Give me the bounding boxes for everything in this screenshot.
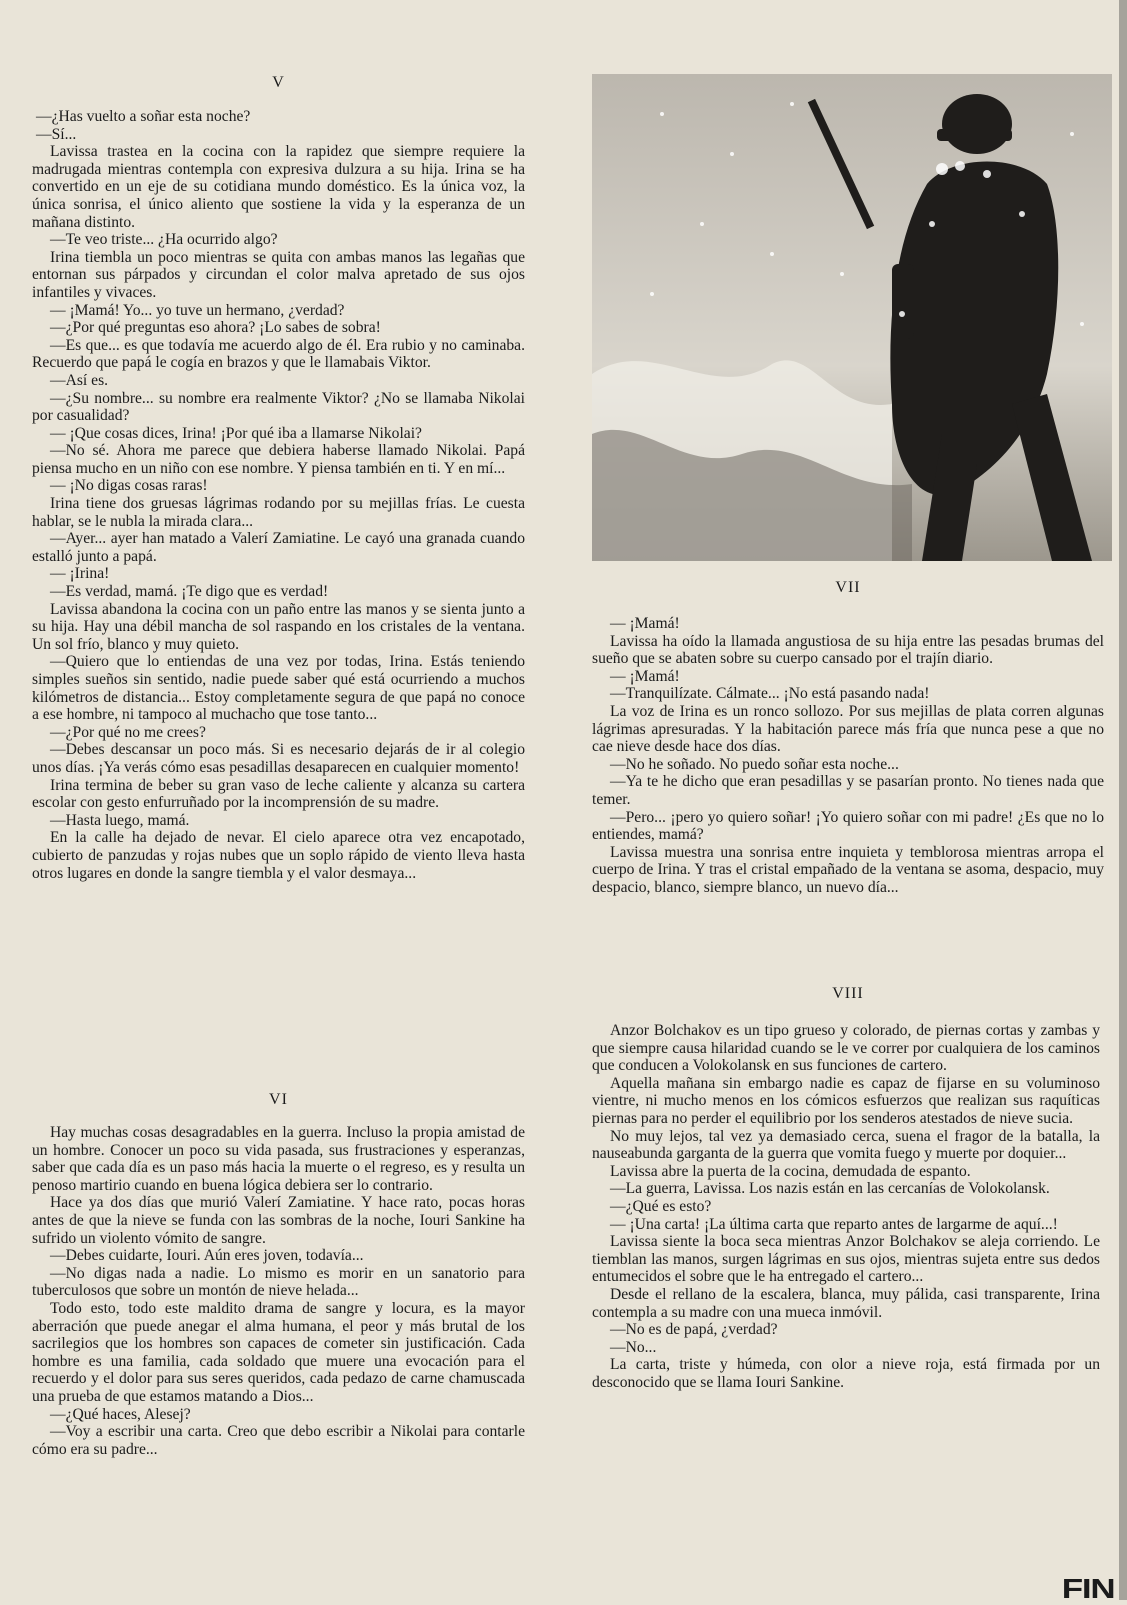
paragraph: —No digas nada a nadie. Lo mismo es morir en un sanatorio para tuberculosos que sobre un montón de nieve helada...: [32, 1264, 525, 1300]
paragraph: —Debes descansar un poco más. Si es necesario dejarás de ir al colegio unos días. ¡Ya verás cómo esas pesadillas desaparecen en cualquier momento!: [32, 741, 525, 776]
section-vii-body: [592, 615, 1104, 897]
section-v-body: [32, 108, 525, 882]
paragraph: — ¡Que cosas dices, Irina! ¡Por qué iba a llamarse Nikolai?: [50, 424, 422, 442]
paragraph: Hay muchas cosas desagradables en la guerra. Incluso la propia amistad de un hombre. Conocer un poco su vida pasada, sus frustraciones y esperanzas, saber que cada día es un paso más hacia la muerte o el regreso, es y resulta un penoso martirio cuando en buena lógica debiera ser lo contrario.: [32, 1124, 525, 1194]
paragraph: —Quiero que lo entiendas de una vez por todas, Irina. Estás teniendo simples sueños sin sentido, nadie puede saber qué está ocurriendo a muchos kilómetros de distancia... Estoy completamente segura de que papá no conoce a ese hombre, ni tampoco al muchacho que tose tanto...: [32, 653, 525, 724]
paragraph: — ¡Mamá!: [610, 615, 680, 632]
paragraph: —¿Por qué no me crees?: [50, 723, 206, 741]
section-heading-viii: VIII: [832, 985, 864, 1002]
section-vi-column: [32, 1124, 525, 1458]
paragraph: — ¡Irina!: [50, 565, 110, 583]
paragraph: —No sé. Ahora me parece que debiera haberse llamado Nikolai. Papá piensa mucho en un niño con ese nombre. Y piensa también en ti. Y en mí...: [32, 442, 525, 477]
paragraph: Irina tiene dos gruesas lágrimas rodando por su mejillas frías. Le cuesta hablar, se le nubla la mirada clara...: [32, 495, 525, 530]
paragraph: — ¡No digas cosas raras!: [50, 477, 208, 495]
paragraph: —¿Por qué preguntas eso ahora? ¡Lo sabes de sobra!: [50, 319, 381, 337]
page-edge: [1119, 0, 1127, 1600]
paragraph: —Voy a escribir una carta. Creo que debo escribir a Nikolai para contarle cómo era su padre...: [32, 1423, 525, 1458]
section-heading-v: V: [272, 74, 285, 91]
paragraph: —Hasta luego, mamá.: [50, 811, 190, 829]
paragraph: —Es verdad, mamá. ¡Te digo que es verdad!: [50, 583, 329, 601]
soldier-illustration: [592, 74, 1112, 561]
paragraph: —No es de papá, ¿verdad?: [610, 1321, 778, 1339]
section-viii-column: [592, 1022, 1100, 1391]
paragraph: Lavissa ha oído la llamada angustiosa de su hija entre las pesadas brumas del sueño que se abaten sobre su cuerpo cansado por el trajín diario.: [592, 632, 1104, 668]
paragraph: —Debes cuidarte, Iouri. Aún eres joven, todavía...: [50, 1247, 364, 1265]
paragraph: Lavissa trastea en la cocina con la rapidez que siempre requiere la madrugada mientras contempla con expresiva dulzura a su hija. Irina se ha convertido en un eje de su cotidiana mundo doméstico. Es la única voz, la única sonrisa, el único aliento que sostiene la vida y la esperanza de un mañana distinto.: [32, 143, 525, 231]
paragraph: —Pero... ¡pero yo quiero soñar! ¡Yo quiero soñar con mi padre! ¿Es que no lo entiendes, mamá?: [592, 808, 1104, 844]
section-viii-body: [592, 1022, 1100, 1391]
paragraph: Lavissa abre la puerta de la cocina, demudada de espanto.: [610, 1162, 971, 1180]
paragraph: En la calle ha dejado de nevar. El cielo aparece otra vez encapotado, cubierto de panzudas y rojas nubes que un soplo rápido de viento lleva hasta otros lugares en donde la sangre tiembla y el valor desmaya...: [32, 829, 525, 882]
paragraph: La carta, triste y húmeda, con olor a nieve roja, está firmada por un desconocido que se llama Iouri Sankine.: [592, 1356, 1100, 1391]
paragraph: Lavissa abandona la cocina con un paño entre las manos y se sienta junto a su hija. Hay una débil mancha de sol raspando en los cristales de la ventana. Un sol frío, blanco y muy quieto.: [32, 600, 525, 653]
paragraph: Irina termina de beber su gran vaso de leche caliente y alcanza su cartera escolar con gesto enfurruñado por la incomprensión de su madre.: [32, 776, 525, 812]
right-column: [592, 615, 1104, 897]
paragraph: Todo esto, todo este maldito drama de sangre y locura, es la mayor aberración que puede anegar el alma humana, el peor y más brutal de los sacrilegios que los hombres son capaces de cometer sin justificación. Cada hombre es una familia, cada soldado que muere una evocación para el recuerdo y el dolor para sus seres queridos, cada pedazo de carne chamuscada una prueba de que estamos matando a Dios...: [32, 1299, 525, 1405]
paragraph: —Tranquilízate. Cálmate... ¡No está pasando nada!: [610, 685, 930, 703]
paragraph: —Ya te he dicho que eran pesadillas y se pasarían pronto. No tienes nada que temer.: [592, 773, 1104, 808]
paragraph: Anzor Bolchakov es un tipo grueso y colorado, de piernas cortas y zambas y que siempre causa hilaridad cuando se le ve correr por cualquiera de los caminos que conducen a Volokolansk en sus funciones de cartero.: [592, 1022, 1100, 1075]
end-mark: FIN: [1061, 1573, 1115, 1604]
paragraph: —Sí...: [36, 125, 77, 143]
paragraph: —No...: [610, 1338, 657, 1356]
paragraph: —Así es.: [50, 371, 109, 389]
paragraph: No muy lejos, tal vez ya demasiado cerca, suena el fragor de la batalla, la nauseabunda garganta de la guerra que vomita fuego y muerte por doquier...: [592, 1127, 1100, 1163]
paragraph: —¿Qué haces, Alesej?: [50, 1405, 191, 1423]
paragraph: — ¡Una carta! ¡La última carta que reparto antes de largarme de aquí...!: [610, 1215, 1058, 1233]
paragraph: La voz de Irina es un ronco sollozo. Por sus mejillas de plata corren algunas lágrimas apresuradas. Y la habitación parece más fría que nunca pese a que no cae nieve desde hace dos días.: [592, 702, 1104, 756]
paragraph: Desde el rellano de la escalera, blanca, muy pálida, casi transparente, Irina contempla a su madre con una mueca inmóvil.: [592, 1285, 1100, 1321]
paragraph: —Te veo triste... ¿Ha ocurrido algo?: [50, 231, 278, 249]
paragraph: —La guerra, Lavissa. Los nazis están en las cercanías de Volokolansk.: [610, 1180, 1050, 1198]
section-heading-vii: VII: [835, 579, 861, 596]
paragraph: Irina tiembla un poco mientras se quita con ambas manos las legañas que entornan sus párpados y circundan el color malva apretado de sus ojos infantiles y vivaces.: [32, 248, 525, 301]
paragraph: —Ayer... ayer han matado a Valerí Zamiatine. Le cayó una granada cuando estalló junto a papá.: [32, 530, 525, 565]
paragraph: — ¡Mamá!: [610, 667, 680, 685]
paragraph: Hace ya dos días que murió Valerí Zamiatine. Y hace rato, pocas horas antes de que la nieve se funda con las sombras de la noche, Iouri Sankine ha sufrido un violento vómito de sangre.: [32, 1194, 525, 1247]
paragraph: Lavissa siente la boca seca mientras Anzor Bolchakov se aleja corriendo. Le tiemblan las manos, surgen lágrimas en sus ojos, mientras sujeta entre sus dedos entumecidos el sobre que le ha entregado el cartero...: [592, 1233, 1100, 1286]
section-heading-vi: VI: [269, 1091, 288, 1108]
paragraph: —¿Qué es esto?: [610, 1197, 712, 1215]
section-vi-body: [32, 1124, 525, 1458]
paragraph: — ¡Mamá! Yo... yo tuve un hermano, ¿verdad?: [50, 301, 345, 319]
paragraph: Aquella mañana sin embargo nadie es capaz de fijarse en su voluminoso vientre, ni mucho menos en los cómicos esfuerzos que realizan sus raquíticas piernas para no perder el equilibrio por los senderos atestados de nieve sucia.: [592, 1074, 1100, 1127]
paragraph: Lavissa muestra una sonrisa entre inquieta y temblorosa mientras arropa el cuerpo de Irina. Y tras el cristal empañado de la ventana se asoma, despacio, muy despacio, blanco, siempre blanco, un nuevo día...: [592, 843, 1104, 896]
paragraph: —¿Has vuelto a soñar esta noche?: [36, 108, 251, 125]
paragraph: —No he soñado. No puedo soñar esta noche...: [610, 755, 899, 773]
left-column: [32, 108, 525, 882]
paragraph: —Es que... es que todavía me acuerdo algo de él. Era rubio y no caminaba. Recuerdo que papá le cogía en brazos y que le llamabais Viktor.: [32, 336, 525, 372]
paragraph: —¿Su nombre... su nombre era realmente Viktor? ¿No se llamaba Nikolai por casualidad?: [32, 389, 525, 425]
